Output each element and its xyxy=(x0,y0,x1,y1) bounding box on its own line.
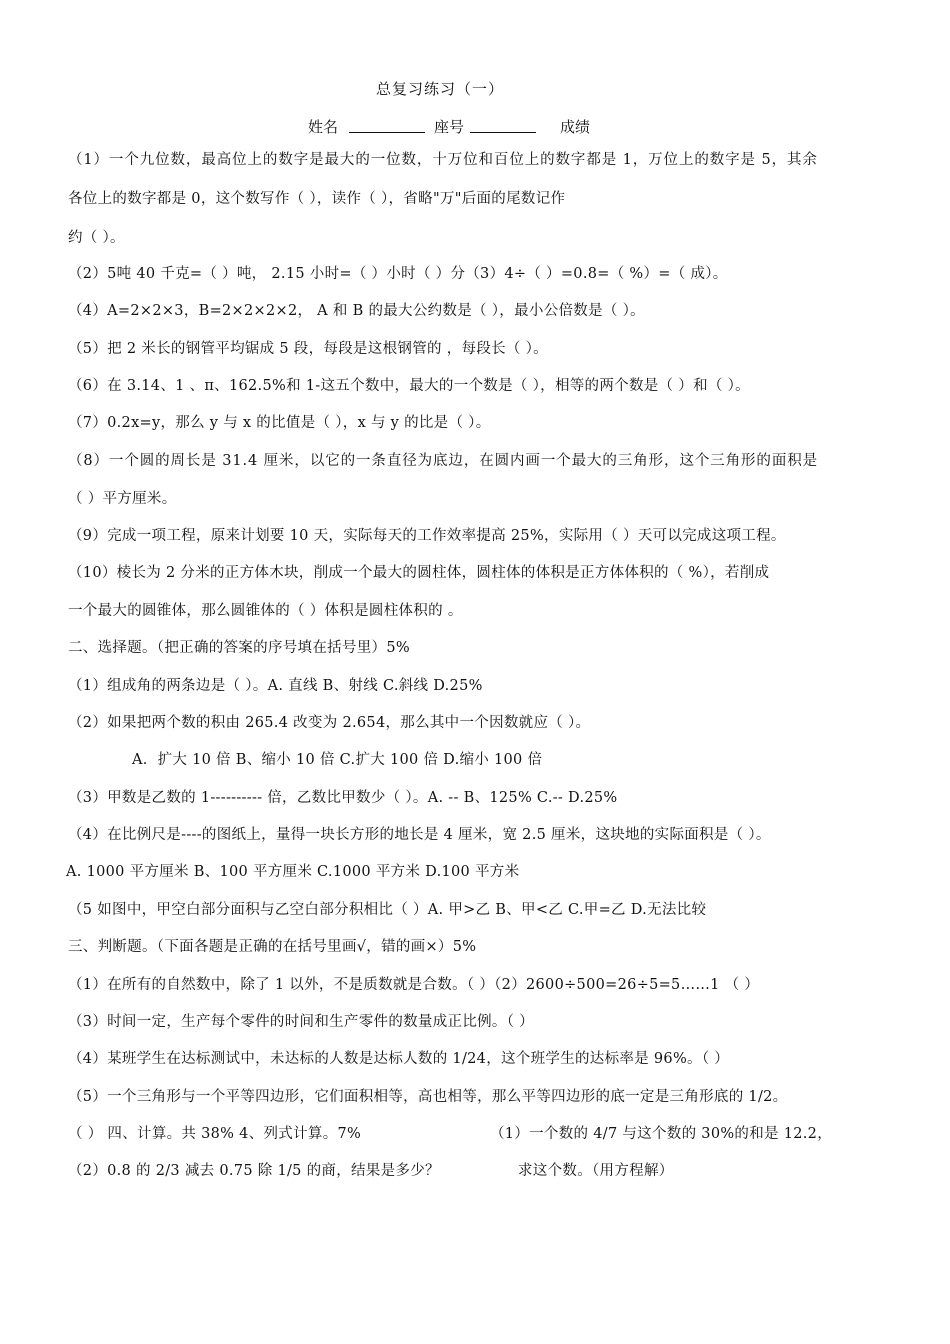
question-8-line-1: （8）一个圆的周长是 31.4 厘米，以它的一条直径为底边，在圆内画一个最大的三角形，这个三角形的面积是 xyxy=(68,453,819,469)
question-1-line-2: 各位上的数字都是 0，这个数写作（ ），读作（ ），省略"万"后面的尾数记作 xyxy=(68,191,566,207)
calc-problem-2-line: （2）0.8 的 2/3 减去 0.75 除 1/5 的商，结果是多少？ xyxy=(68,1163,440,1179)
question-2-3-line: （2）5吨 40 千克=（ ）吨， 2.15 小时=（ ）小时（ ）分（3）4÷（ ）=0.8=（ %）=（ 成）。 xyxy=(68,266,728,282)
question-10-line-1: （10）棱长为 2 分米的正方体木块，削成一个最大的圆柱体，圆柱体的体积是正方体体积的（ %），若削成 xyxy=(68,565,770,581)
question-4-line: （4）A=2×2×3，B=2×2×2×2， A 和 B 的最大公约数是（ ），最小公倍数是（ ）。 xyxy=(68,303,645,319)
question-8-line-2: （ ）平方厘米。 xyxy=(68,491,177,507)
choice-4-line: （4）在比例尺是----的图纸上，量得一块长方形的地长是 4 厘米，宽 2.5 厘米，这块地的实际面积是（ ）。 xyxy=(68,827,771,843)
word-problem-1-line-2: 求这个数。（用方程解） xyxy=(518,1163,674,1179)
choice-5-line: （5 如图中，甲空白部分面积与乙空白部分积相比（ ）A. 甲>乙 B、甲<乙 C.甲=乙 D.无法比较 xyxy=(68,902,707,918)
seat-blank[interactable] xyxy=(470,116,536,133)
name-label: 姓名 xyxy=(308,118,339,136)
judge-4-line: （4）某班学生在达标测试中，未达标的人数是达标人数的 1/24，这个班学生的达标率是 96%。（ ） xyxy=(68,1051,730,1067)
word-problem-1-line-1: （1）一个数的 4/7 与这个数的 30%的和是 12.2， xyxy=(490,1126,833,1142)
choice-4-options: A. 1000 平方厘米 B、100 平方厘米 C.1000 平方米 D.100 平方米 xyxy=(66,864,520,880)
judge-1-2-line: （1）在所有的自然数中，除了 1 以外，不是质数就是合数。（ ）（2）2600÷500=26÷5=5……1 （ ） xyxy=(68,977,760,993)
page-title: 总复习练习（一） xyxy=(375,80,504,98)
choice-2-line: （2）如果把两个数的积由 265.4 改变为 2.654，那么其中一个因数就应（ ）。 xyxy=(68,715,591,731)
section-3-heading: 三、判断题。（下面各题是正确的在括号里画√，错的画×）5% xyxy=(68,939,477,955)
question-1-line-3: 约（ ）。 xyxy=(68,230,125,246)
question-5-line: （5）把 2 米长的钢管平均锯成 5 段，每段是这根钢管的 ，每段长（ ）。 xyxy=(68,341,548,357)
choice-2-options: A．扩大 10 倍 B、缩小 10 倍 C.扩大 100 倍 D.缩小 100 倍 xyxy=(132,752,543,768)
name-blank[interactable] xyxy=(349,116,425,133)
question-1-line-1: （1）一个九位数，最高位上的数字是最大的一位数，十万位和百位上的数字都是 1，万位上的数字是 5，其余 xyxy=(68,152,818,168)
judge-3-line: （3）时间一定，生产每个零件的时间和生产零件的数量成正比例。（ ） xyxy=(68,1014,534,1030)
section-4-heading: （ ） 四、计算。共 38% 4、列式计算。7% xyxy=(68,1126,362,1142)
question-7-line: （7）0.2x=y，那么 y 与 x 的比值是（ ），x 与 y 的比是（ ）。 xyxy=(68,415,491,431)
judge-5-line: （5）一个三角形与一个平等四边形，它们面积相等，高也相等，那么平等四边形的底一定是三角形底的 1/2。 xyxy=(68,1089,788,1105)
section-2-heading: 二、选择题。（把正确的答案的序号填在括号里）5% xyxy=(68,640,410,656)
choice-1-line: （1）组成角的两条边是（ ）。A. 直线 B、射线 C.斜线 D.25% xyxy=(68,678,483,694)
question-9-line: （9）完成一项工程，原来计划要 10 天，实际每天的工作效率提高 25%，实际用（ ）天可以完成这项工程。 xyxy=(68,528,786,544)
score-label: 成绩 xyxy=(560,118,591,136)
question-10-line-2: 一个最大的圆锥体，那么圆锥体的（ ）体积是圆柱体积的 。 xyxy=(68,603,463,619)
choice-3-line: （3）甲数是乙数的 1---------- 倍，乙数比甲数少（ ）。A. -- B、125% C.-- D.25% xyxy=(68,790,618,806)
question-6-line: （6）在 3.14、1 、π、162.5%和 1-这五个数中，最大的一个数是（ ），相等的两个数是（ ）和（ ）。 xyxy=(68,378,750,394)
seat-label: 座号 xyxy=(434,118,465,136)
